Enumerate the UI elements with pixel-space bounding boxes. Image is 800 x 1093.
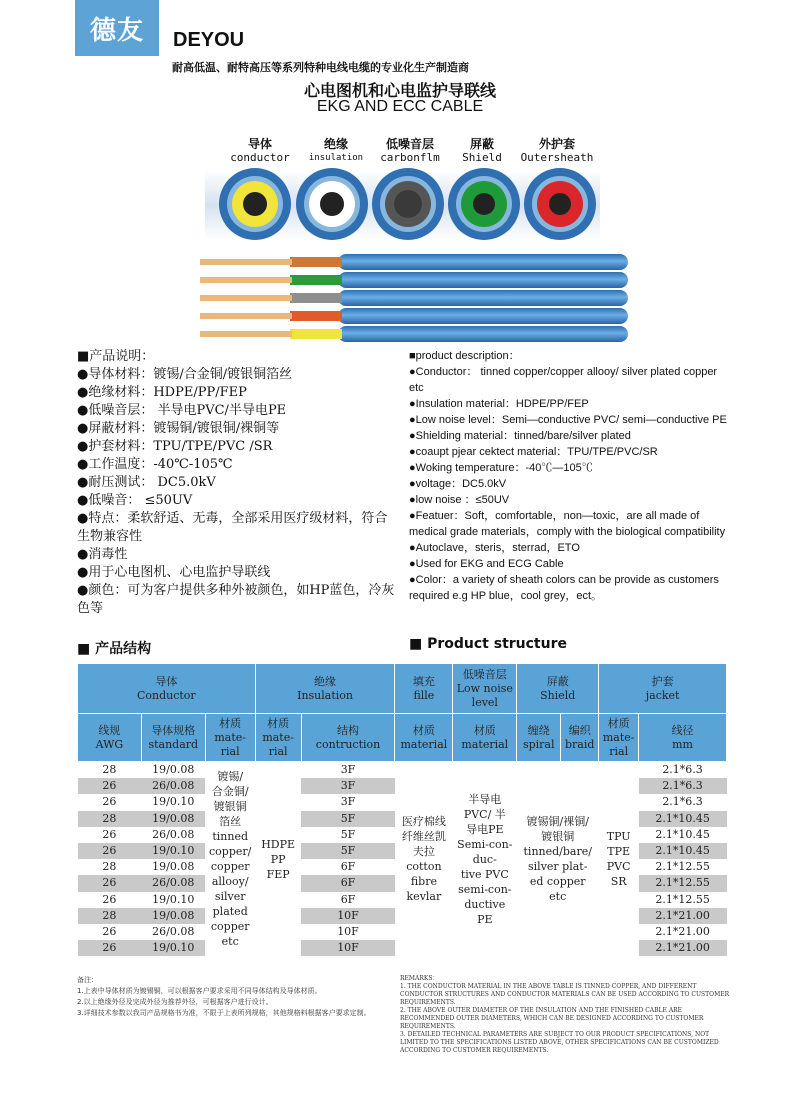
cable-strand: [200, 290, 628, 306]
ribbon-cable: [200, 254, 628, 342]
sub-header-lownoise-material: 材质 material: [453, 714, 517, 762]
table-body: [78, 762, 727, 957]
construction-cell: 6F: [340, 860, 356, 874]
standard-cell: 26/0.08: [152, 925, 195, 939]
construction-cell: 3F: [340, 763, 356, 776]
construction-cell: 5F: [301, 843, 395, 859]
insulation-material-cell: HDPE PP FEP: [255, 762, 301, 957]
shield-material-cell: 镀锡铜/裸铜/ 镀银铜 tinned/bare/ silver plat- ed copper etc: [517, 762, 599, 957]
diameter-cell: 2.1*12.55: [655, 892, 710, 906]
header-jacket: 护套 jacket: [599, 664, 727, 714]
lownoise-material-cell: 半导电 PVC/ 半 导电PE Semi-con- duc- tive PVC semi-con- ductive PE: [453, 762, 517, 957]
diameter-cell: 2.1*12.55: [639, 875, 727, 891]
conductor-material-cell: 镀锡/ 合金铜/ 镀银铜 箔丝 tinned copper/ copper allooy/ silver plated copper etc: [205, 762, 255, 957]
header-shield: 屏蔽 Shield: [517, 664, 599, 714]
awg-cell: 28: [102, 763, 117, 776]
cable-illustration: [0, 160, 800, 350]
awg-cell: 26: [78, 778, 142, 794]
construction-cell: 3F: [340, 795, 356, 809]
awg-cell: 26: [102, 827, 117, 841]
awg-cell: 28: [102, 860, 117, 874]
company-logo: 德友: [75, 0, 159, 56]
sub-header-awg: 线规 AWG: [78, 714, 142, 762]
cable-strand: [200, 254, 628, 270]
page-title-en: EKG AND ECC CABLE: [316, 98, 484, 115]
description-cn: ■产品说明： ●导体材料：镀锡/合金铜/镀银铜箔丝 ●绝缘材料：HDPE/PP/FEP ●低噪音层： 半导电PVC/半导电PE ●屏蔽材料：镀锡铜/镀银铜/裸铜等 ●护套材料：TPU/TPE/PVC /SR ●工作温度：-40℃-105℃ ●耐压测试： DC5.0kV ●低噪音： ≤50UV ●特点：柔软舒适、无毒，全部采用医疗级材料，符合生物兼容性 ●消毒性 ●用于心电图机、心电监护导联线 ●颜色：可为客户提供多种外被颜色，如HP蓝色，冷灰色等: [77, 349, 395, 616]
header-conductor: 导体 Conductor: [78, 664, 256, 714]
fille-material-cell: 医疗棉线 纤维丝凯 夫拉 cotton fibre kevlar: [395, 762, 453, 957]
diameter-cell: 2.1*10.45: [639, 811, 727, 827]
construction-cell: 6F: [340, 892, 356, 906]
construction-cell: 5F: [301, 811, 395, 827]
diameter-cell: 2.1*6.3: [639, 778, 727, 794]
cable-strand: [200, 272, 628, 288]
header-lownoise: 低噪音层 Low noise level: [453, 664, 517, 714]
construction-cell: 5F: [340, 827, 356, 841]
cable-strand: [200, 326, 628, 342]
standard-cell: 26/0.08: [141, 778, 205, 794]
standard-cell: 19/0.08: [141, 811, 205, 827]
layer-label-carbon: 低噪音层 carbonflm: [380, 137, 440, 164]
brand-name: DEYOU: [173, 29, 245, 51]
standard-cell: 19/0.10: [152, 795, 195, 809]
awg-cell: 26: [102, 795, 117, 809]
sub-header-jacket-material: 材质 mate- rial: [599, 714, 639, 762]
standard-cell: 26/0.08: [141, 875, 205, 891]
notes-en: REMARKS： 1. THE CONDUCTOR MATERIAL IN THE ABOVE TABLE IS TINNED COPPER, AND DIFFERENT CONDUCTOR STRUCTURES AND CONDUCTOR MATERIALS CAN BE USED ACCORDING TO CUSTOMER REQUIREMENTS. 2. THE ABOVE OUTER DIAMETER OF THE INSULATION AND THE FINISHED CABLE ARE RECOMMENDED OUTER DIAMETERS, WHICH CAN BE DESIGNED ACCORDING TO CUSTOMER REQUIREMENTS. 3. DETAILED TECHNICAL PARAMETERS ARE SUBJECT TO OUR PRODUCT SPECIFICATIONS, NOT LIMITED TO THE SPECIFICATIONS LISTED ABOVE, OTHER SPECIFICATIONS CAN BE CUSTOMIZED ACCORDING TO CUSTOMER REQUIREMENTS.: [400, 975, 730, 1054]
sub-header-standard: 导体规格 standard: [141, 714, 205, 762]
diameter-cell: 2.1*21.00: [639, 940, 727, 956]
sub-header-ins-material: 材质 mate- rial: [255, 714, 301, 762]
awg-cell: 26: [102, 892, 117, 906]
header-insulation: 绝缘 Insulation: [255, 664, 395, 714]
awg-cell: 26: [78, 843, 142, 859]
diameter-cell: 2.1*10.45: [639, 843, 727, 859]
diameter-cell: 2.1*21.00: [655, 925, 710, 939]
jacket-material-cell: TPU TPE PVC SR: [599, 762, 639, 957]
standard-cell: 19/0.10: [141, 843, 205, 859]
sub-header-diameter: 线径 mm: [639, 714, 727, 762]
sub-header-spiral: 缠绕 spiral: [517, 714, 561, 762]
standard-cell: 19/0.10: [141, 940, 205, 956]
awg-cell: 28: [78, 811, 142, 827]
sub-header-cond-material: 材质 mate- rial: [205, 714, 255, 762]
header-fille: 填充 fille: [395, 664, 453, 714]
diameter-cell: 2.1*6.3: [662, 763, 703, 776]
diameter-cell: 2.1*6.3: [662, 795, 703, 809]
standard-cell: 19/0.08: [152, 763, 195, 776]
cross-section-outersheath: [524, 168, 596, 240]
awg-cell: 26: [102, 925, 117, 939]
diameter-cell: 2.1*10.45: [655, 827, 710, 841]
construction-cell: 10F: [337, 925, 359, 939]
standard-cell: 26/0.08: [152, 827, 195, 841]
awg-cell: 26: [78, 940, 142, 956]
layer-label-insulation: 绝缘 insulation: [308, 137, 364, 163]
description-en: ■product description： ●Conductor： tinned copper/copper allooy/ silver plated copper etc ●Insulation material：HDPE/PP/FEP ●Low noise level：Semi—conductive PVC/ semi—conductive PE ●Shielding material：tinned/bare/silver plated ●coaupt pjear cektect material：TPU/TPE/PVC/SR ●Woking temperature：-40℃—105℃ ●voltage：DC5.0kV ●low noise ：≤50UV ●Featuer：Soft，comfortable，non—toxic，are all made of medical grade materials，comply with the biological compatibility ●Autoclave，steris，sterrad，ETO ●Used for EKG and ECG Cable ●Color：a variety of sheath colors can be provide as customers required e.g HP blue，cool grey，ect。: [409, 350, 727, 602]
standard-cell: 19/0.08: [152, 860, 195, 874]
cross-section-carbon: [372, 168, 444, 240]
cable-strand: [200, 308, 628, 324]
construction-cell: 10F: [301, 940, 395, 956]
awg-cell: 26: [78, 875, 142, 891]
construction-cell: 10F: [301, 908, 395, 924]
construction-cell: 6F: [301, 875, 395, 891]
layer-label-shield: 屏蔽 Shield: [462, 137, 502, 164]
notes-cn: 备注： 1.上表中导体材质为镀锡铜，可以根据客户要求采用不同导体结构及导体材质。 2.以上绝缘外径及完成外径为推荐外径，可根据客户进行设计。 3.详细技术参数以我司产品规格书为准，不限于上表所列规格，其他规格料根据客户要求定制。: [77, 976, 371, 1017]
standard-cell: 19/0.10: [152, 892, 195, 906]
sub-header-fille-material: 材质 material: [395, 714, 453, 762]
section-heading-cn: ■ 产品结构: [77, 641, 152, 657]
section-heading-en: ■ Product structure: [409, 636, 567, 652]
sub-header-construction: 结构 contruction: [301, 714, 395, 762]
construction-cell: 3F: [301, 778, 395, 794]
page-title-cn: 心电图机和心电监护导联线: [303, 81, 496, 100]
cross-section-conductor: [219, 168, 291, 240]
layer-label-outersheath: 外护套 Outersheath: [520, 137, 594, 164]
cross-section-insulation: [296, 168, 368, 240]
table-row: [78, 762, 727, 779]
product-structure-table: [77, 663, 727, 956]
sub-header-braid: 编织 braid: [561, 714, 599, 762]
layer-label-conductor: 导体 conductor: [230, 137, 290, 164]
diameter-cell: 2.1*21.00: [639, 908, 727, 924]
cross-section-shield: [448, 168, 520, 240]
diameter-cell: 2.1*12.55: [655, 860, 710, 874]
standard-cell: 19/0.08: [141, 908, 205, 924]
awg-cell: 28: [78, 908, 142, 924]
company-slogan: 耐高低温、耐特高压等系列特种电线电缆的专业化生产制造商: [172, 61, 469, 74]
